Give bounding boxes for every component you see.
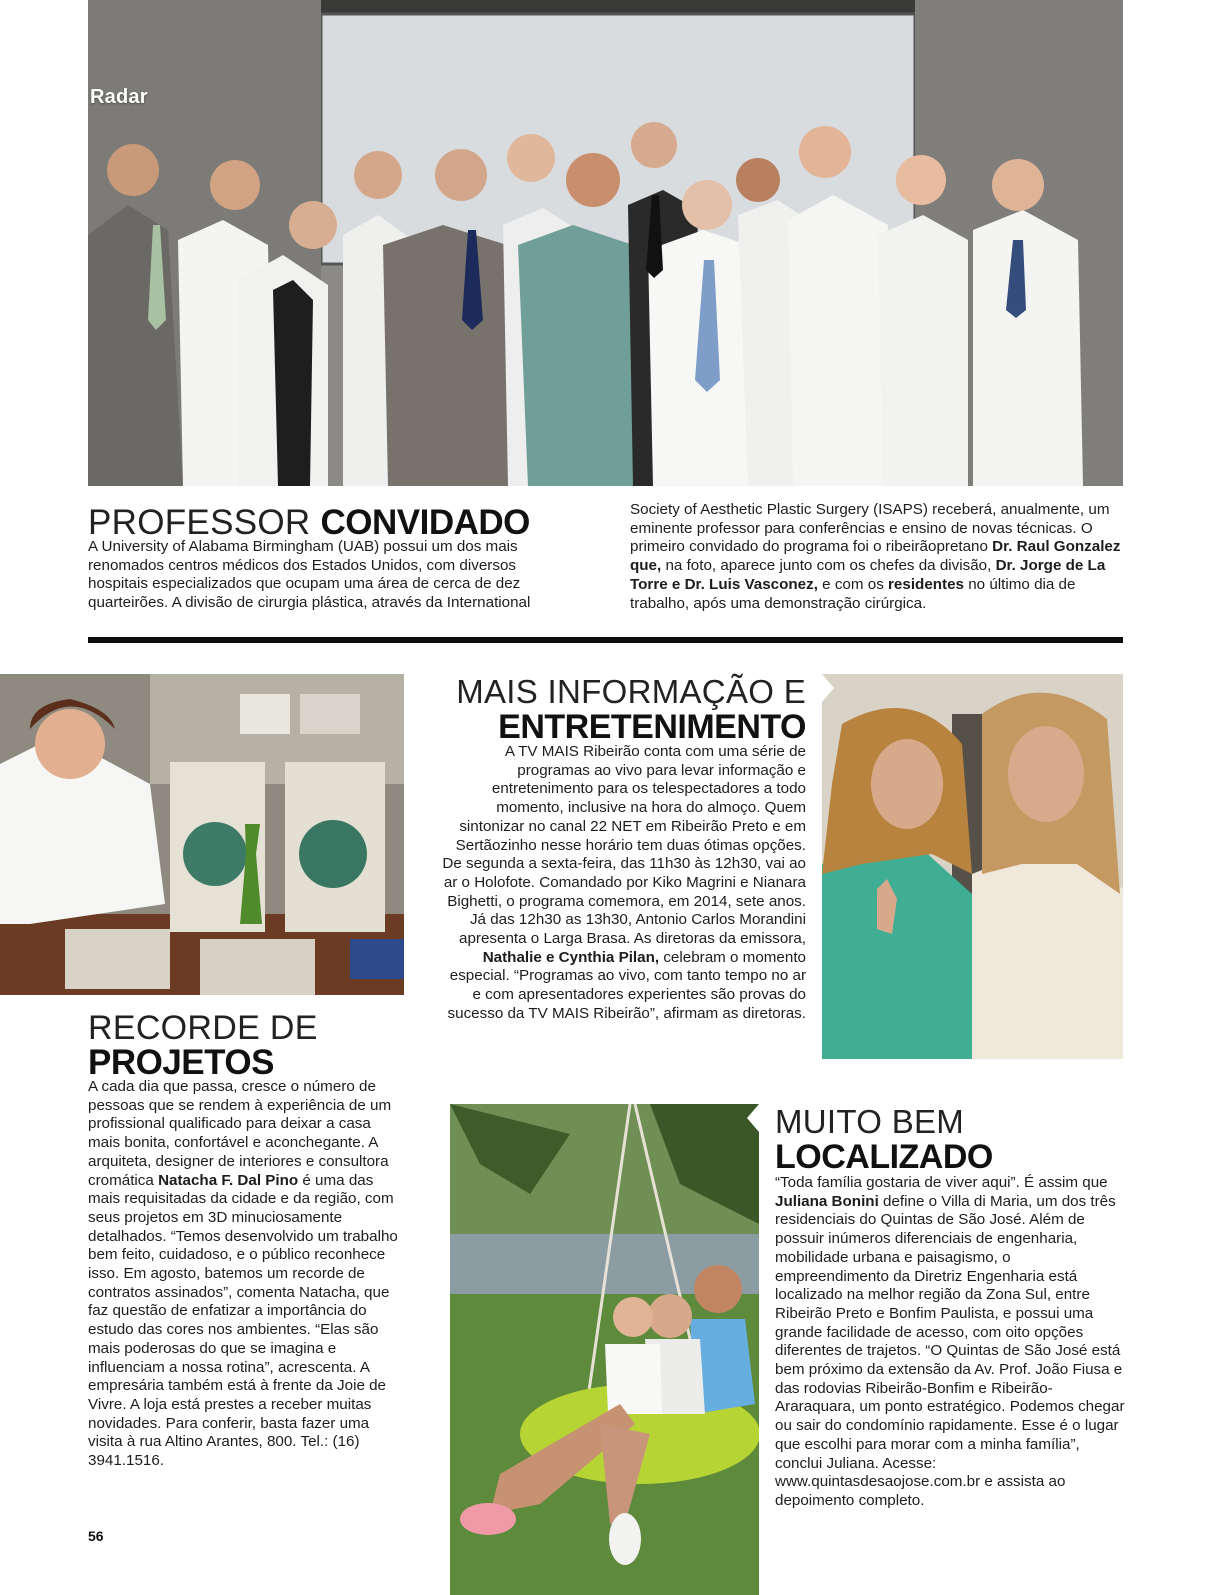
article1-headline-thin: PROFESSOR <box>88 503 321 542</box>
family-photo-pointer <box>747 1104 759 1132</box>
article2-p2: é uma das mais requisitadas da cidade e da região, com seus projetos em 3D minuciosamente detalhados. “Temos desenvolvido um trabalho bem feito, cuidadoso, e o público reconhece isso. Em agosto, batemos um recorde de contratos assinados”, comenta Natacha, que faz questão de enfatizar a importância do estudo das cores nos ambientes. “Elas são mais poderosas do que se imagina e influenciam a nossa rotina”, acrescenta. A empresária também está à frente da Joie de Vivre. A loja está prestes a receber muitas novidades. Para conferir, basta fazer uma visita à rua Altino Arantes, 800. Tel.: (16) 3941.1516. <box>88 1171 398 1470</box>
article1-right-b1: Dr. Raul Gonzalez que, <box>630 538 1121 575</box>
section-tag: Radar <box>90 86 148 108</box>
tv-photo-pointer <box>822 674 834 702</box>
article3-p1: A TV MAIS Ribeirão conta com uma série de programas ao vivo para levar informação e entretenimento para os telespectadores a todo momento, inclusive na hora do almoço. Quem sintonizar no canal 22 NET em Ribeirão Preto e em Sertãozinho nesse horário tem duas ótimas opções. De segunda a sexta-feira, das 11h30 às 12h30, vai ao ar o Holofote. Comandado por Kiko Magrini e Nianara Bighetti, o programa comemora, em 2014, sete anos. Já das 12h30 as 13h30, Antonio Carlos Morandini apresenta o Larga Brasa. As diretoras da emissora, <box>442 743 806 948</box>
article1-right-p3: e com os <box>817 575 889 593</box>
article2-text <box>88 1078 406 1471</box>
article1-right-p2: na foto, aparece junto com os chefes da divisão, <box>661 557 996 575</box>
article1-right-b3: residentes <box>888 575 964 593</box>
article3-p2: celebram o momento especial. “Programas ao vivo, com tanto tempo no ar e com apresentadores experientes são provas do sucesso da TV MAIS Ribeirão”, afirmam as diretoras. <box>447 948 806 1022</box>
article1-right-text <box>630 501 1125 613</box>
group-photo-doctors <box>88 0 1123 486</box>
tv-directors-photo <box>822 674 1123 1059</box>
article1-right-p1: Society of Aesthetic Plastic Surgery (ISAPS) receberá, anualmente, um eminente professor para conferências e ensino de novas técnicas. O primeiro convidado do programa foi o ribeirãopretano <box>630 501 1110 556</box>
article1-right-p4: no último dia de trabalho, após uma demonstração cirúrgica. <box>630 575 1076 612</box>
article4-headline <box>775 1105 993 1175</box>
article4-p1: “Toda família gostaria de viver aqui”. É assim que <box>775 1174 1108 1191</box>
article1-headline-bold: CONVIDADO <box>320 503 530 542</box>
article4-p2: define o Villa di Maria, um dos três residenciais do Quintas de São José. Além de possuir inúmeros diferenciais de engenharia, mobilidade urbana e paisagismo, o empreendimento da Diretriz Engenharia está localizado na melhor região da Zona Sul, entre Ribeirão Preto e Bonfim Paulista, e possui uma grande facilidade de acesso, com oito opções diferentes de trajetos. “O Quintas de São José está bem próximo da extensão da Av. Prof. João Fiusa e das rodovias Ribeirão-Bonfim e Ribeirão-Araraquara, um ponto estratégico. Podemos chegar ou sair do condomínio rapidamente. Esse é o lugar que escolhi para morar com a minha família”, conclui Juliana. Acesse: www.quintasdesaojose.com.br e assista ao depoimento completo. <box>775 1192 1125 1509</box>
article3-headline-thin: MAIS INFORMAÇÃO E <box>456 673 806 710</box>
section-divider <box>88 637 1123 643</box>
article2-headline <box>88 1011 318 1081</box>
article4-headline-thin: MUITO BEM <box>775 1103 965 1140</box>
article3-headline-bold: ENTRETENIMENTO <box>498 708 806 746</box>
article4-text <box>775 1174 1125 1511</box>
article4-b1: Juliana Bonini <box>775 1192 879 1210</box>
article2-p1: A cada dia que passa, cresce o número de pessoas que se rendem à experiência de um profissional qualificado para deixar a casa mais bonita, confortável e aconchegante. A arquiteta, designer de interiores e consultora cromática <box>88 1078 392 1189</box>
article1-left-text: A University of Alabama Birmingham (UAB) possui um dos mais renomados centros médicos dos Estados Unidos, com diversos hospitais especializados que ocupam uma área de cerca de dez quarteirões. A divisão de cirurgia plástica, através da International <box>88 538 531 612</box>
article1-right-b2: Dr. Jorge de La Torre e Dr. Luis Vasconez, <box>630 557 1106 593</box>
family-photo <box>450 1104 759 1595</box>
article1-headline <box>88 505 530 540</box>
article4-headline-bold: LOCALIZADO <box>775 1138 993 1176</box>
architect-photo <box>0 674 404 995</box>
page-number: 56 <box>88 1528 104 1544</box>
article3-text <box>438 743 806 1024</box>
article3-headline <box>430 675 806 745</box>
article3-b1: Nathalie e Cynthia Pilan, <box>482 948 660 966</box>
article2-headline-thin: RECORDE DE <box>88 1009 318 1047</box>
article2-b1: Natacha F. Dal Pino <box>158 1171 299 1189</box>
article2-headline-bold: PROJETOS <box>88 1043 274 1082</box>
